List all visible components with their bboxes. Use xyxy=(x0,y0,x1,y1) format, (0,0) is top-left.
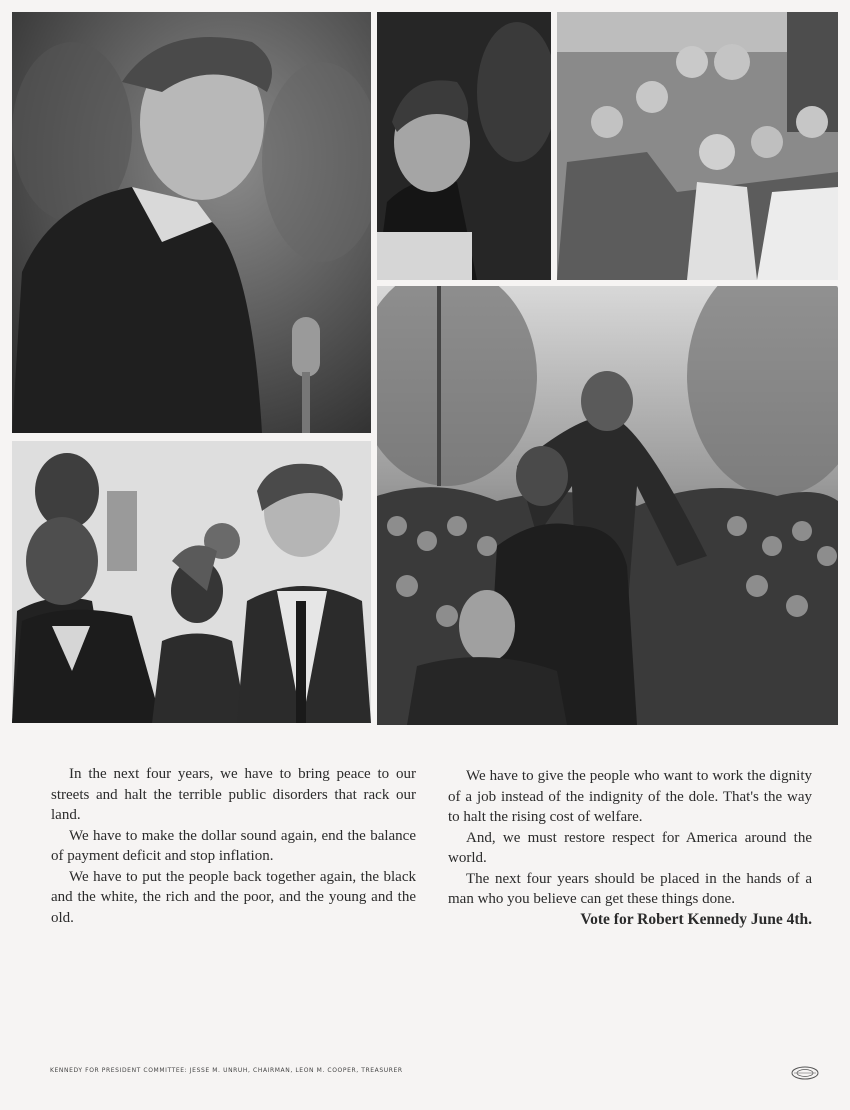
photo-street-crowd xyxy=(12,441,371,723)
committee-credit-line: KENNEDY FOR PRESIDENT COMMITTEE: JESSE M. UNRUH, CHAIRMAN, LEON M. COOPER, TREASURER xyxy=(50,1067,403,1074)
paragraph: We have to put the people back together again, the black and the white, the rich and the poor, and the young and the old. xyxy=(51,868,416,926)
body-text-left-column xyxy=(51,764,416,928)
paragraph: We have to give the people who want to work the dignity of a job instead of the indignity of the dole. That's the way to halt the rising cost of welfare. xyxy=(448,768,812,825)
body-text-right-column xyxy=(448,766,812,930)
paragraph: We have to make the dollar sound again, end the balance of payment deficit and stop inflation. xyxy=(51,827,416,864)
paragraph: And, we must restore respect for America around the world. xyxy=(448,829,812,866)
photo-speaker-at-microphone xyxy=(12,12,371,433)
photo-crowd-rally xyxy=(377,286,838,725)
photo-children-group xyxy=(557,12,838,280)
photo-man-reading xyxy=(377,12,551,280)
paragraph: The next four years should be placed in the hands of a man who you believe can get these things done. xyxy=(448,870,812,907)
vote-slogan: Vote for Robert Kennedy June 4th. xyxy=(580,910,812,928)
union-label-icon xyxy=(790,1066,820,1080)
paragraph: In the next four years, we have to bring peace to our streets and halt the terrible public disorders that rack our land. xyxy=(51,766,416,823)
